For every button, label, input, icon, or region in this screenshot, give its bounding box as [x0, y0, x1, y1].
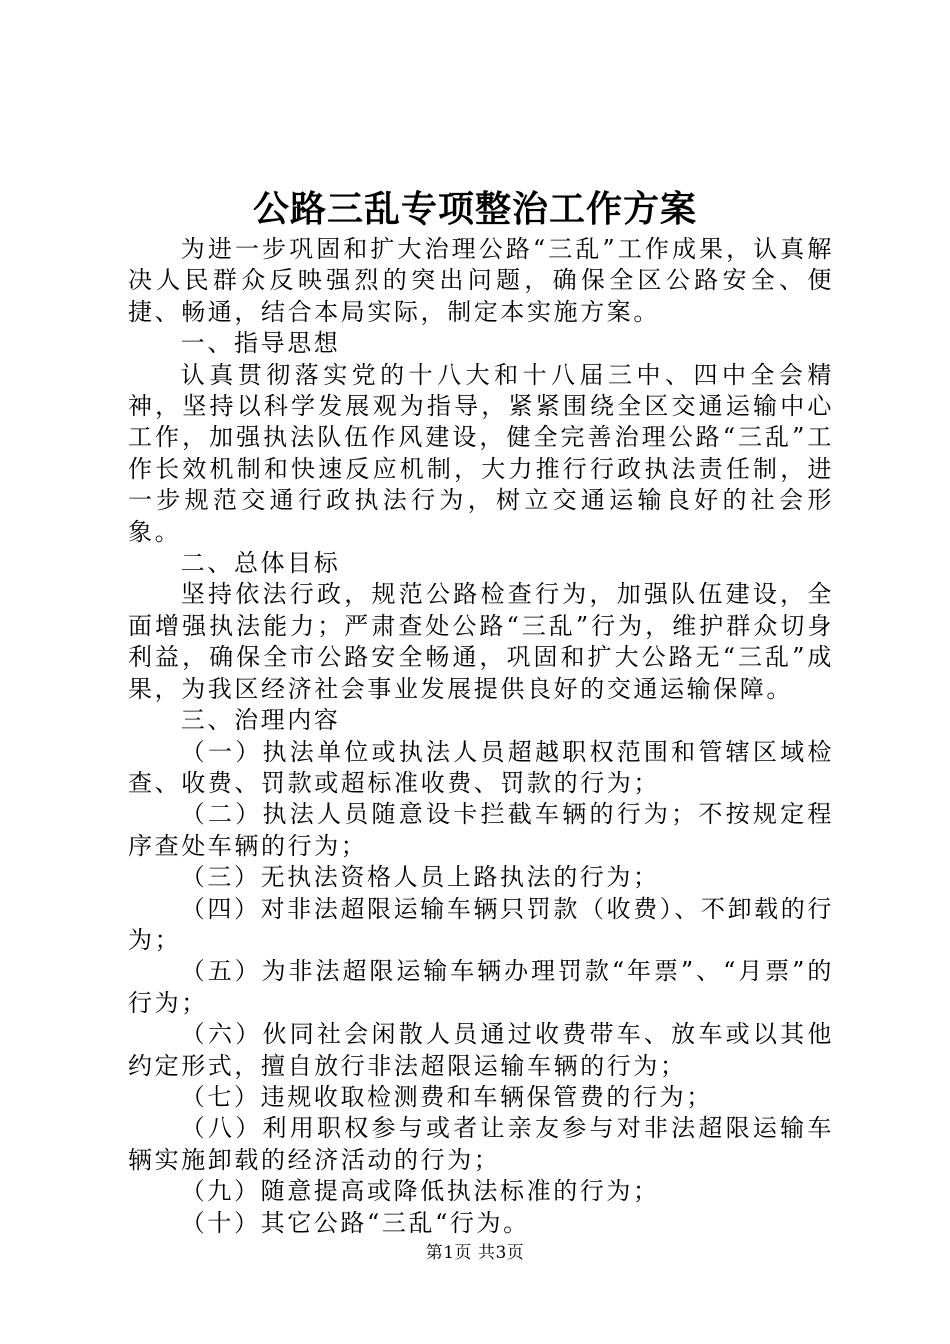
governance-item-3: （三）无执法资格人员上路执法的行为；	[180, 863, 660, 892]
governance-item-5: （五）为非法超限运输车辆办理罚款“年票”、“月票”的行为；	[128, 957, 834, 1017]
governance-item-9: （九）随意提高或降低执法标准的行为；	[180, 1177, 660, 1206]
governance-item-8: （八）利用职权参与或者让亲友参与对非法超限运输车辆实施卸载的经济活动的行为；	[128, 1114, 834, 1174]
section-heading-guiding-ideology: 一、指导思想	[180, 329, 341, 358]
section-heading-governance-content: 三、治理内容	[180, 706, 341, 735]
document-title: 公路三乱专项整治工作方案	[252, 188, 697, 230]
page-indicator: 第1页 共3页	[425, 1243, 525, 1263]
governance-item-4: （四）对非法超限运输车辆只罚款（收费）、不卸载的行为；	[128, 894, 834, 954]
governance-item-2: （二）执法人员随意设卡拦截车辆的行为；不按规定程序查处车辆的行为；	[128, 800, 834, 860]
guiding-ideology-paragraph: 认真贯彻落实党的十八大和十八届三中、四中全会精神，坚持以科学发展观为指导，紧紧围绕全区交通运输中心工作，加强执法队伍作风建设，健全完善治理公路“三乱”工作长效机制和快速反应机制，大力推行行政执法责任制，进一步规范交通行政执法行为，树立交通运输良好的社会形象。	[128, 360, 834, 546]
governance-item-1: （一）执法单位或执法人员超越职权范围和管辖区域检查、收费、罚款或超标准收费、罚款的行为；	[128, 737, 834, 797]
governance-item-10: （十）其它公路“三乱“行为。	[180, 1208, 530, 1237]
governance-item-6: （六）伙同社会闲散人员通过收费带车、放车或以其他约定形式，擅自放行非法超限运输车辆的行为；	[128, 1020, 834, 1080]
intro-paragraph: 为进一步巩固和扩大治理公路“三乱”工作成果，认真解决人民群众反映强烈的突出问题，确保全区公路安全、便捷、畅通，结合本局实际，制定本实施方案。	[128, 235, 834, 326]
governance-item-7: （七）违规收取检测费和车辆保管费的行为；	[180, 1082, 713, 1111]
overall-goal-paragraph: 坚持依法行政，规范公路检查行为，加强队伍建设，全面增强执法能力；严肃查处公路“三乱”行为，维护群众切身利益，确保全市公路安全畅通，巩固和扩大公路无“三乱”成果，为我区经济社会事业发展提供良好的交通运输保障。	[128, 580, 834, 703]
section-heading-overall-goal: 二、总体目标	[180, 549, 341, 578]
document-body	[128, 234, 834, 1239]
